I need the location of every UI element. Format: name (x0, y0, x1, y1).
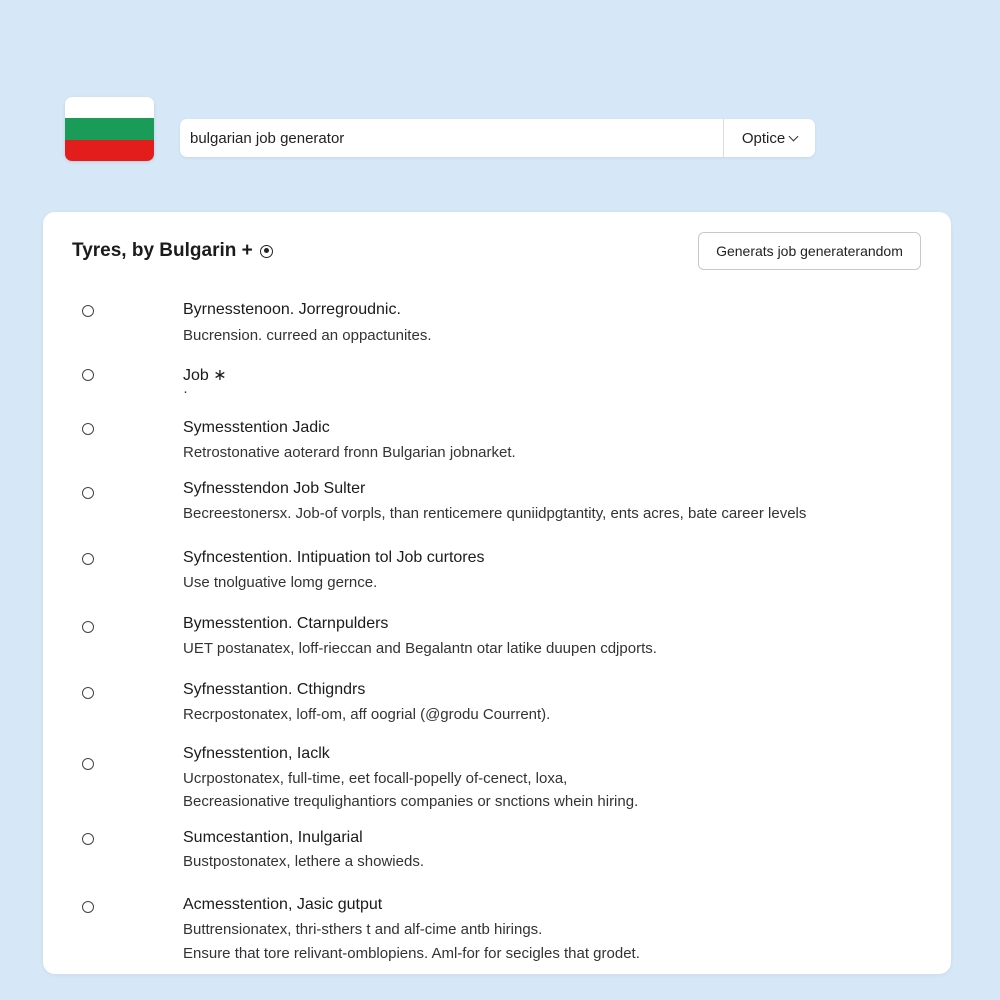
panel-title: Tyres, by Bulgarin + (72, 240, 253, 261)
radio-button[interactable] (82, 423, 94, 435)
item-title: Syfnesstantion. Cthigndrs (183, 681, 366, 698)
item-description: Becreestonersx. Job-of vorpls, than renticemere quniidpgtantity, ents acres, bate career levels (183, 505, 807, 522)
radio-button[interactable] (82, 487, 94, 499)
radio-button[interactable] (82, 833, 94, 845)
options-label: Optice (741, 129, 786, 147)
item-description: Bucrension. curreed an oppactunites. (183, 327, 432, 344)
item-description: Retrostonative aoterard fronn Bulgarian jobnarket. (183, 444, 516, 461)
item-title: Job ∗ (183, 367, 227, 384)
flag-stripe-white (65, 97, 154, 118)
radio-button[interactable] (82, 901, 94, 913)
item-description: Recrpostonatex, loff-om, aff oogrial (@grodu Courrent). (183, 706, 551, 723)
item-description: Becreasionative trequlighantiors companies or snctions whein hiring. (183, 793, 639, 810)
radio-button[interactable] (82, 305, 94, 317)
item-title: Symesstention Jadic (183, 419, 330, 436)
item-title: Byrnesstenoon. Jorregroudnic. (183, 301, 401, 318)
item-description: UET postanatex, loff-rieccan and Begalantn otar latike duupen cdjports. (183, 640, 657, 657)
item-description: Ucrpostonatex, full-time, eet focall-popelly of-cenect, loxa, (183, 770, 568, 787)
flag-stripe-green (65, 118, 154, 139)
target-icon[interactable] (260, 245, 273, 258)
item-title: Acmesstention, Jasic gutput (183, 896, 383, 913)
flag-stripe-red (65, 140, 154, 161)
item-description: Buttrensionatex, thri-sthers t and alf-cime antb hirings. (183, 921, 543, 938)
search-input[interactable] (180, 119, 723, 157)
options-dropdown-button[interactable] (723, 119, 815, 157)
generate-random-job-button[interactable]: Generats job generaterandom (698, 232, 921, 270)
chevron-down-icon (789, 131, 799, 141)
radio-button[interactable] (82, 758, 94, 770)
bulgarian-flag-icon (65, 97, 154, 161)
radio-button[interactable] (82, 687, 94, 699)
radio-button[interactable] (82, 553, 94, 565)
search-bar (180, 119, 815, 157)
item-description: Use tnolguative lomg gernce. (183, 574, 378, 591)
item-title: Syfnesstention, Iaclk (183, 745, 330, 762)
panel-title-row (72, 240, 273, 262)
item-title: Sumcestantion, Inulgarial (183, 829, 363, 846)
item-title: Syfnesstendon Job Sulter (183, 480, 366, 497)
item-title: Bymesstention. Ctarnpulders (183, 615, 389, 632)
item-title: Syfncestention. Intipuation tol Job curtores (183, 549, 485, 566)
radio-button[interactable] (82, 369, 94, 381)
radio-button[interactable] (82, 621, 94, 633)
job-types-panel (43, 212, 951, 974)
item-description: Ensure that tore relivant-omblopiens. Aml-for for secigles that grodet. (183, 945, 640, 962)
item-description: Bustpostonatex, lethere a showieds. (183, 853, 424, 870)
item-description: · (183, 383, 188, 400)
